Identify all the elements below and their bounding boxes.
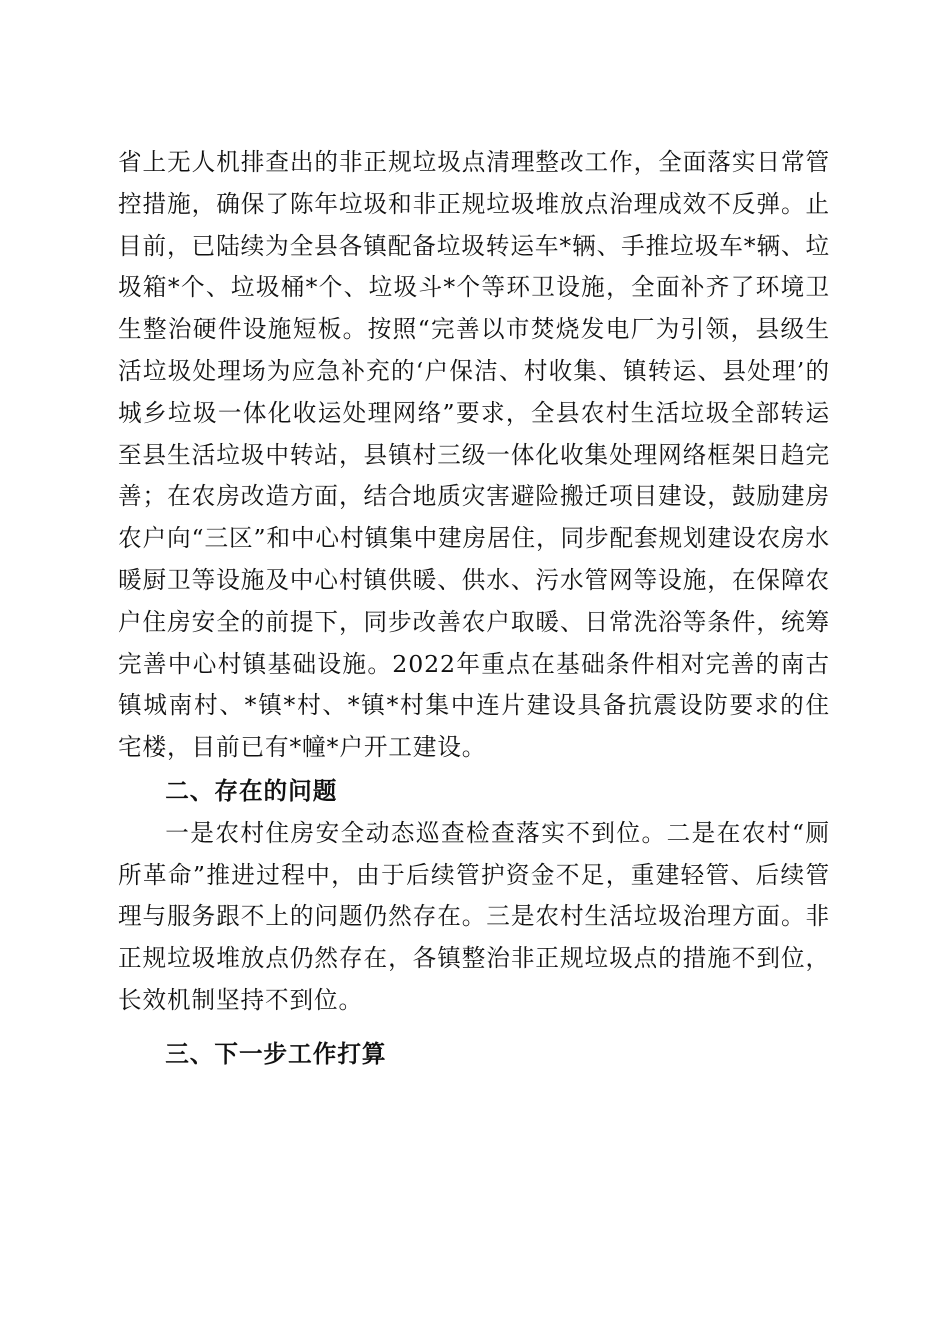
section-heading-next-steps: 三、下一步工作打算 — [165, 1039, 387, 1068]
section-heading-problems: 二、存在的问题 — [165, 776, 338, 805]
body-paragraph-continued: 省上无人机排查出的非正规垃圾点清理整改工作，全面落实日常管控措施，确保了陈年垃圾和非正规垃圾堆放点治理成效不反弹。止目前，已陆续为全县各镇配备垃圾转运车*辆、手推垃圾车*辆、垃圾箱*个、垃圾桶*个、垃圾斗*个等环卫设施，全面补齐了环境卫生整治硬件设施短板。按照“完善以市焚烧发电厂为引领，县级生活垃圾处理场为应急补充的‘户保洁、村收集、镇转运、县处理’的城乡垃圾一体化收运处理网络”要求，全县农村生活垃圾全部转运至县生活垃圾中转站，县镇村三级一体化收集处理网络框架日趋完善；在农房改造方面，结合地质灾害避险搬迁项目建设，鼓励建房农户向“三区”和中心村镇集中建房居住，同步配套规划建设农房水暖厨卫等设施及中心村镇供暖、供水、污水管网等设施，在保障农户住房安全的前提下，同步改善农户取暖、日常洗浴等条件，统筹完善中心村镇基础设施。2022年重点在基础条件相对完善的南古镇城南村、*镇*村、*镇*村集中连片建设具备抗震设防要求的住宅楼，目前已有*幢*户开工建设。 — [118, 148, 830, 762]
document-page — [118, 142, 830, 1076]
body-paragraph-problems: 一是农村住房安全动态巡查检查落实不到位。二是在农村“厕所革命”推进过程中，由于后续管护资金不足，重建轻管、后续管理与服务跟不上的问题仍然存在。三是农村生活垃圾治理方面。非正规垃圾堆放点仍然存在，各镇整治非正规垃圾点的措施不到位，长效机制坚持不到位。 — [118, 818, 830, 1014]
